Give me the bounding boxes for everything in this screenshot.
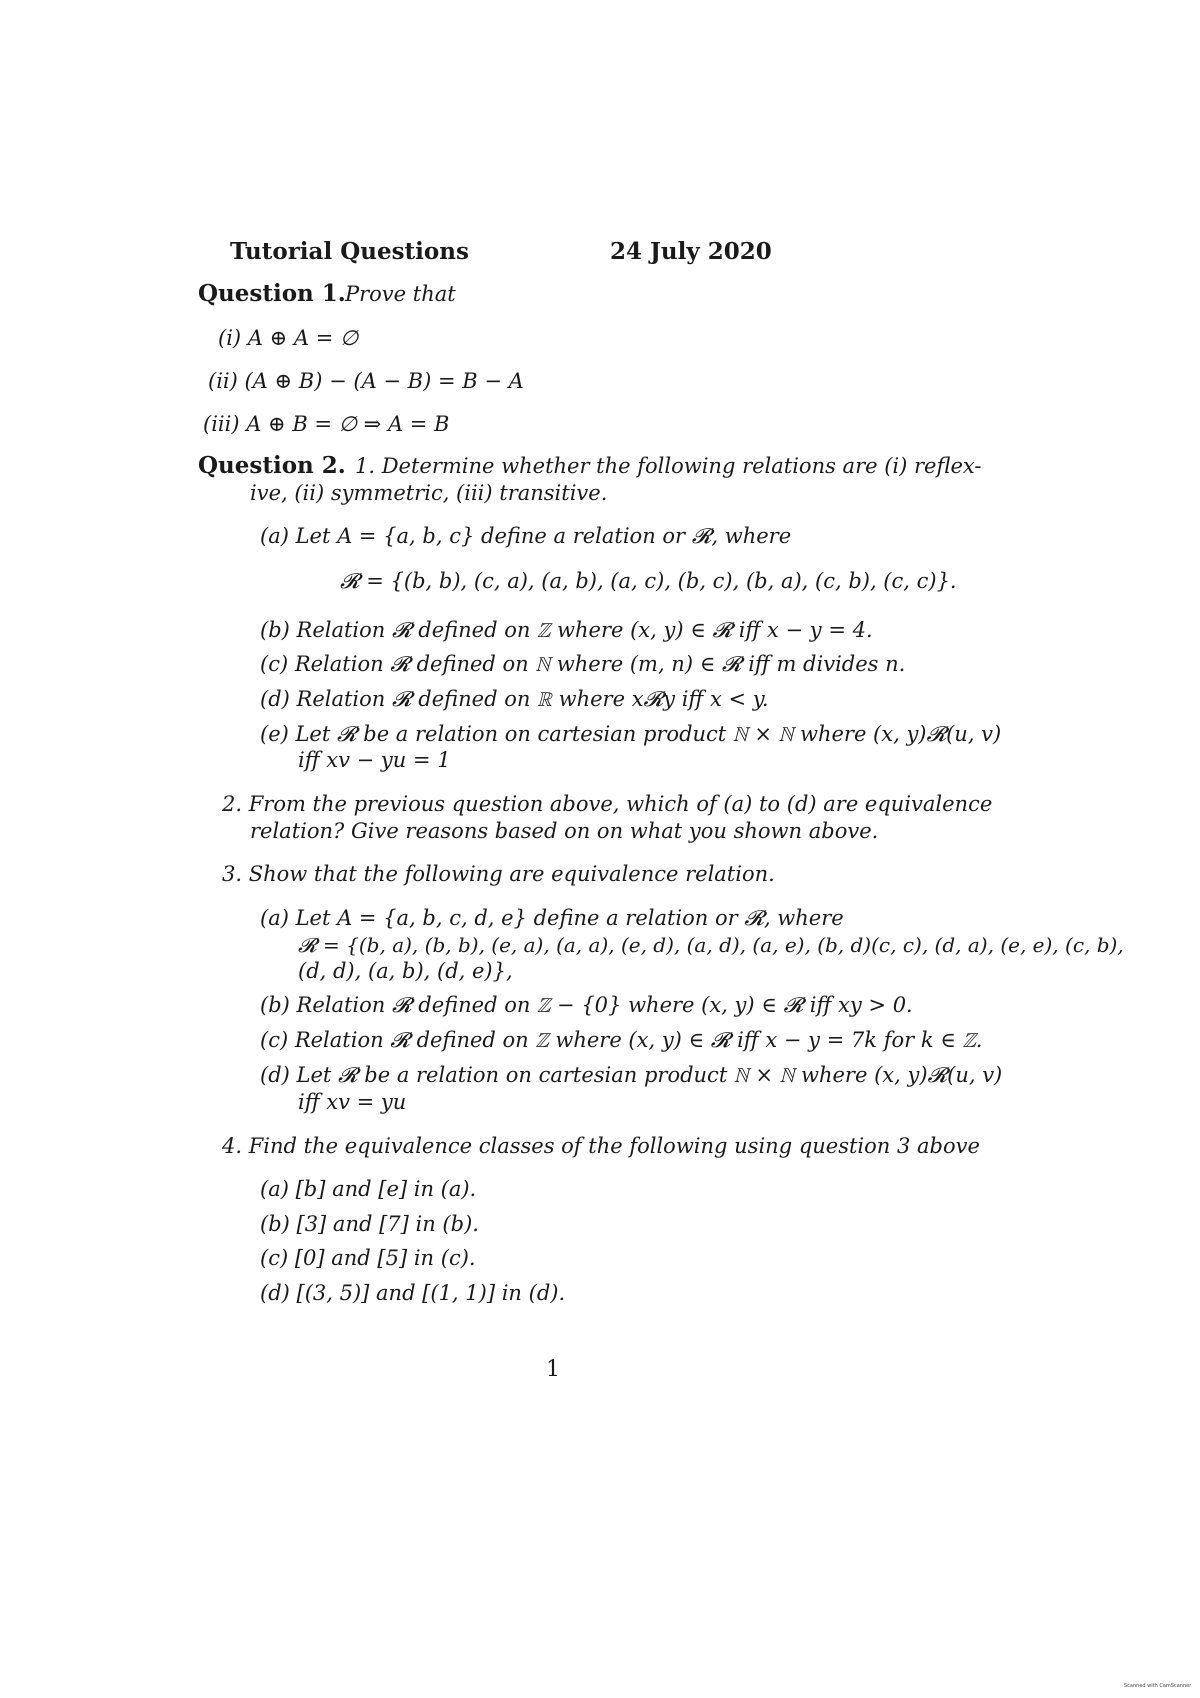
question-1-label: Question 1. [198,280,346,307]
q2-part4-d: (d) [(3, 5)] and [(1, 1)] in (d). [260,1281,566,1305]
q2-part1-line2: ive, (ii) symmetric, (iii) transitive. [250,481,608,505]
q2-part3-a-line1: (a) Let A = {a, b, c, d, e} define a relation or 𝓡, where [260,906,844,930]
q2-part1-a-line1: (a) Let A = {a, b, c} define a relation or 𝓡, where [260,524,792,548]
q2-part3-d-line1: (d) Let 𝓡 be a relation on cartesian product ℕ × ℕ where (x, y)𝓡(u, v) [260,1063,1003,1087]
document-date: 24 July 2020 [610,238,772,265]
q2-part1-b: (b) Relation 𝓡 defined on ℤ where (x, y) ∈ 𝓡 iff x − y = 4. [260,618,873,642]
q2-part1-d: (d) Relation 𝓡 defined on ℝ where x𝓡y iff x < y. [260,687,769,711]
q2-part4-a: (a) [b] and [e] in (a). [260,1177,477,1201]
question-2-label: Question 2. [198,452,346,479]
q1-item-iii: (iii) A ⊕ B = ∅ ⇒ A = B [203,412,450,436]
q2-part1-e-line1: (e) Let 𝓡 be a relation on cartesian product ℕ × ℕ where (x, y)𝓡(u, v) [260,722,1002,746]
q2-part2-line1: 2. From the previous question above, which of (a) to (d) are equivalence [222,792,993,816]
scanner-watermark: Scanned with CamScanner [1124,1683,1192,1689]
q2-part1-line1: 1. Determine whether the following relations are (i) reflex- [355,454,982,478]
document-title: Tutorial Questions [230,238,469,265]
q1-item-i: (i) A ⊕ A = ∅ [218,326,359,350]
q2-part3-b: (b) Relation 𝓡 defined on ℤ − {0} where (x, y) ∈ 𝓡 iff xy > 0. [260,993,913,1017]
q2-part1-c: (c) Relation 𝓡 defined on ℕ where (m, n) ∈ 𝓡 iff m divides n. [260,652,906,676]
q2-part3-line1: 3. Show that the following are equivalence relation. [222,862,775,886]
q2-part3-a-line2: 𝓡 = {(b, a), (b, b), (e, a), (a, a), (e, d), (a, d), (a, e), (b, d)(c, c), (d, a), (e, e), (c, b), [298,933,1124,957]
q1-item-ii: (ii) (A ⊕ B) − (A − B) = B − A [208,369,524,393]
q2-part2-line2: relation? Give reasons based on on what you shown above. [250,819,879,843]
q2-part3-c: (c) Relation 𝓡 defined on ℤ where (x, y) ∈ 𝓡 iff x − y = 7k for k ∈ ℤ. [260,1028,983,1052]
q2-part3-a-line3: (d, d), (a, b), (d, e)}, [298,959,513,983]
q2-part4-line1: 4. Find the equivalence classes of the following using question 3 above [222,1134,980,1158]
q2-part4-b: (b) [3] and [7] in (b). [260,1212,479,1236]
page-number: 1 [546,1357,560,1382]
question-1-intro: Prove that [345,282,456,306]
q2-part3-d-line2: iff xv = yu [298,1090,407,1114]
q2-part4-c: (c) [0] and [5] in (c). [260,1246,476,1270]
q2-part1-a-relation: 𝓡 = {(b, b), (c, a), (a, b), (a, c), (b, c), (b, a), (c, b), (c, c)}. [340,569,957,593]
q2-part1-e-line2: iff xv − yu = 1 [298,748,451,772]
